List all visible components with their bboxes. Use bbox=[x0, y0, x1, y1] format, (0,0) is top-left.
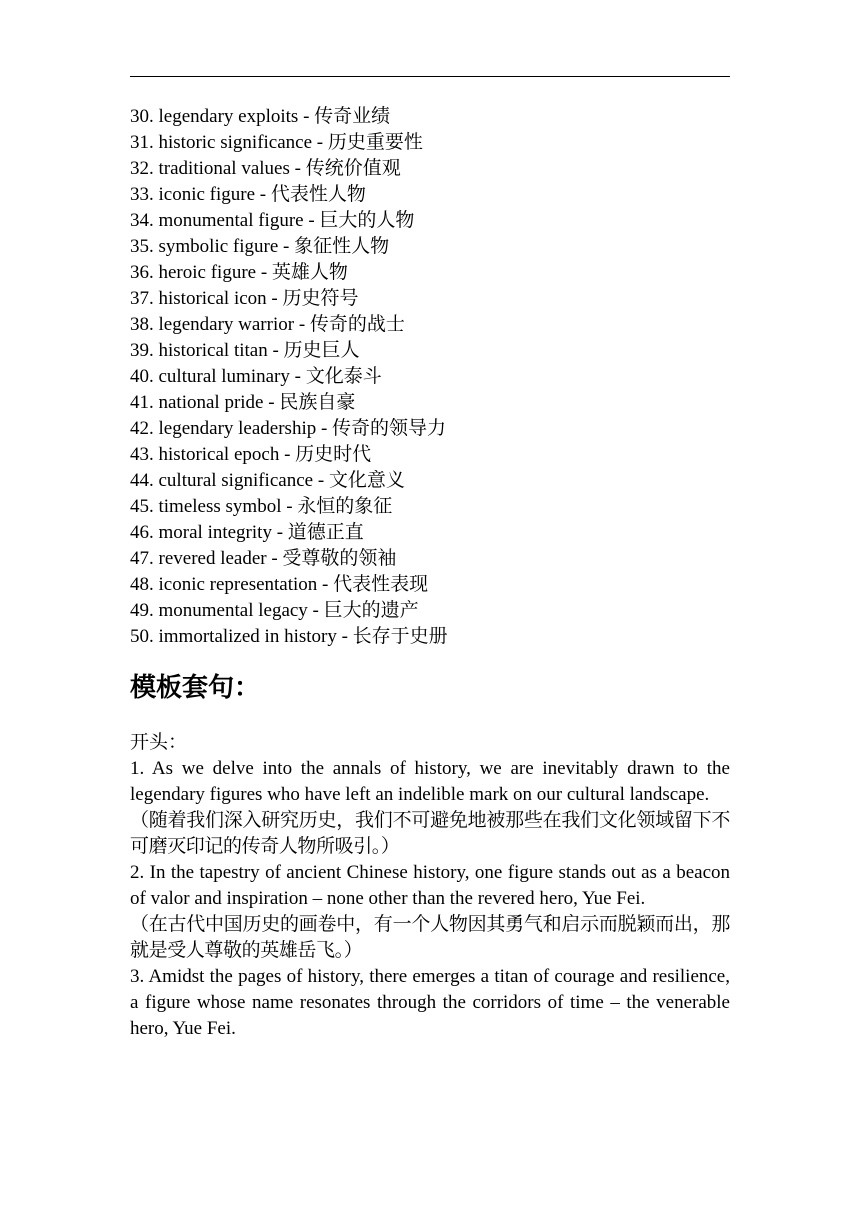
document-page bbox=[130, 0, 730, 1216]
vocab-item: 39. historical titan - 历史巨人 bbox=[130, 340, 360, 361]
vocab-item: 31. historic significance - 历史重要性 bbox=[130, 132, 423, 153]
vocab-item: 40. cultural luminary - 文化泰斗 bbox=[130, 366, 382, 387]
template-sentences-section bbox=[130, 730, 730, 1042]
vocab-item: 30. legendary exploits - 传奇业绩 bbox=[130, 106, 391, 127]
opening-label: 开头： bbox=[130, 732, 188, 753]
vocab-item: 38. legendary warrior - 传奇的战士 bbox=[130, 314, 405, 335]
vocab-item: 41. national pride - 民族自豪 bbox=[130, 392, 356, 413]
template-sentence-english: 1. As we delve into the annals of history, we are inevitably drawn to the legendary figures who have left an indelible mark on our cultural landscape. bbox=[130, 758, 730, 805]
vocab-item: 36. heroic figure - 英雄人物 bbox=[130, 262, 348, 283]
header-rule bbox=[130, 76, 730, 77]
vocab-item: 44. cultural significance - 文化意义 bbox=[130, 470, 405, 491]
template-sentence-english: 2. In the tapestry of ancient Chinese history, one figure stands out as a beacon of valor and inspiration – none other than the revered hero, Yue Fei. bbox=[130, 862, 730, 909]
vocab-item: 45. timeless symbol - 永恒的象征 bbox=[130, 496, 393, 517]
vocabulary-list bbox=[130, 104, 730, 650]
vocab-item: 46. moral integrity - 道德正直 bbox=[130, 522, 364, 543]
template-sentences-heading: 模板套句： bbox=[130, 673, 261, 703]
vocab-item: 49. monumental legacy - 巨大的遗产 bbox=[130, 600, 419, 621]
vocab-item: 48. iconic representation - 代表性表现 bbox=[130, 574, 429, 595]
vocab-item: 33. iconic figure - 代表性人物 bbox=[130, 184, 366, 205]
vocab-item: 34. monumental figure - 巨大的人物 bbox=[130, 210, 415, 231]
vocab-item: 32. traditional values - 传统价值观 bbox=[130, 158, 401, 179]
vocab-item: 35. symbolic figure - 象征性人物 bbox=[130, 236, 390, 257]
vocab-item: 47. revered leader - 受尊敬的领袖 bbox=[130, 548, 397, 569]
template-sentence-english: 3. Amidst the pages of history, there emerges a titan of courage and resilience, a figure whose name resonates through the corridors of time – the venerable hero, Yue Fei. bbox=[130, 966, 730, 1039]
vocab-item: 43. historical epoch - 历史时代 bbox=[130, 444, 372, 465]
template-sentence-chinese: （在古代中国历史的画卷中，有一个人物因其勇气和启示而脱颖而出，那就是受人尊敬的英雄岳飞。） bbox=[130, 914, 730, 961]
vocab-item: 37. historical icon - 历史符号 bbox=[130, 288, 359, 309]
template-sentence-chinese: （随着我们深入研究历史，我们不可避免地被那些在我们文化领域留下不可磨灭印记的传奇人物所吸引。） bbox=[130, 810, 730, 857]
vocab-item: 50. immortalized in history - 长存于史册 bbox=[130, 626, 448, 647]
vocab-item: 42. legendary leadership - 传奇的领导力 bbox=[130, 418, 447, 439]
